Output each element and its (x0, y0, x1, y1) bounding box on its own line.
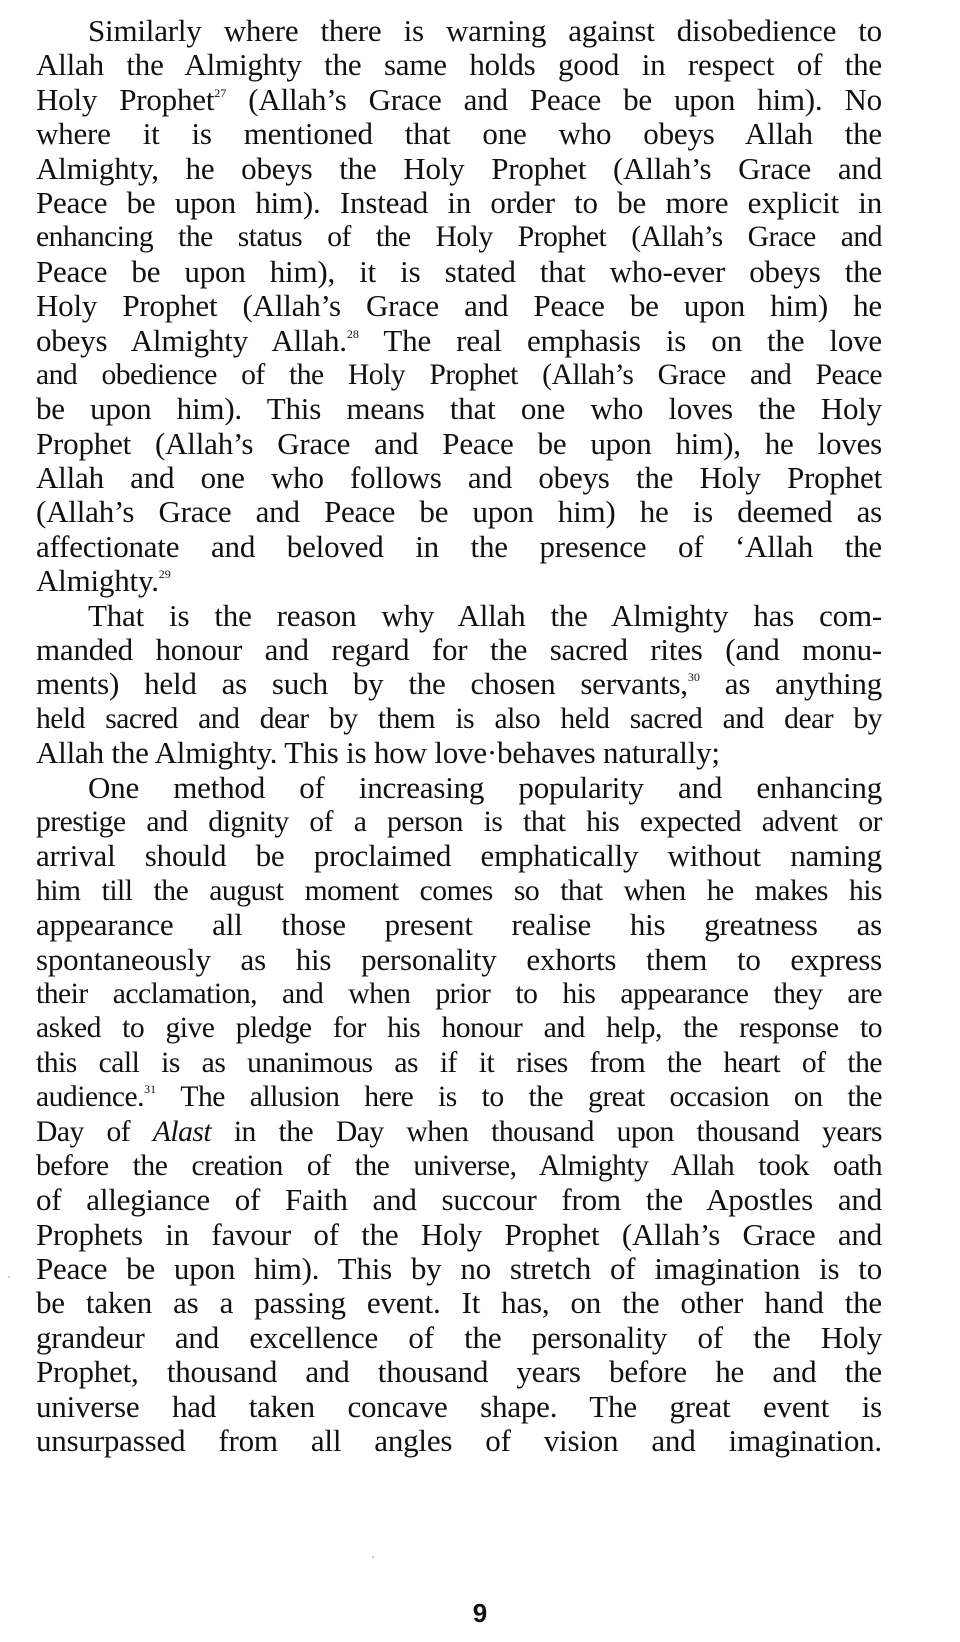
text-line: Peace be upon him). This by no stretch of imagination is to (36, 1251, 882, 1287)
text-line: affectionate and beloved in the presence of ‘Allah the (36, 528, 882, 564)
text-line: Holy Prophet (Allah’s Grace and Peace be upon him) he (36, 288, 882, 324)
text-line: arrival should be proclaimed emphatically without naming (36, 838, 882, 874)
text-run: Holy Prophet (36, 81, 215, 117)
text-line: Peace be upon him). Instead in order to be more explicit in (36, 184, 882, 220)
text-line: Peace be upon him), it is stated that who-ever obeys the (36, 253, 882, 289)
text-line: Almighty, he obeys the Holy Prophet (Allah’s Grace and (36, 150, 882, 186)
footnote-ref-30[interactable]: 30 (687, 670, 700, 685)
text-line: prestige and dignity of a person is that his expected advent or (36, 805, 882, 838)
italic-term-alast: Alast (152, 1115, 212, 1148)
footnote-ref-29[interactable]: 29 (158, 567, 171, 582)
text-run: as anything (699, 666, 882, 702)
page-number: 9 (472, 1598, 488, 1628)
text-line: Prophet, thousand and thousand years before he and the (36, 1354, 882, 1390)
text-line (36, 1115, 882, 1149)
text-line: Allah and one who follows and obeys the Holy Prophet (36, 460, 882, 496)
document-page (36, 14, 882, 1458)
text-line: him till the august moment comes so that when he makes his (36, 874, 882, 907)
text-line: where it is mentioned that one who obeys Allah the (36, 116, 882, 152)
text-run: obeys Almighty Allah. (36, 322, 347, 358)
text-line: One method of increasing popularity and enhancing (88, 769, 882, 805)
text-line: their acclamation, and when prior to his appearance they are (36, 977, 882, 1010)
text-line: (Allah’s Grace and Peace be upon him) he is deemed as (36, 494, 882, 530)
footnote-ref-31[interactable]: 31 (144, 1082, 157, 1097)
text-line (36, 667, 882, 701)
scan-speck (372, 1556, 374, 1558)
text-line: unsurpassed from all angles of vision and imagination. (36, 1423, 882, 1459)
text-run: The allusion here is to the great occasion on the (156, 1081, 882, 1114)
text-run: The real emphasis is on the love (358, 322, 882, 358)
text-line: manded honour and regard for the sacred rites (and monu- (36, 632, 882, 668)
text-line: appearance all those present realise his greatness as (36, 907, 882, 943)
text-line: enhancing the status of the Holy Prophet (Allah’s Grace and (36, 221, 882, 254)
scan-speck (8, 1276, 10, 1278)
text-line (36, 83, 882, 117)
paragraph-3 (36, 771, 882, 1459)
text-line: be upon him). This means that one who loves the Holy (36, 391, 882, 427)
text-line (36, 324, 882, 358)
text-line: grandeur and excellence of the personality of the Holy (36, 1319, 882, 1355)
paragraph-1 (36, 14, 882, 599)
text-line: held sacred and dear by them is also held sacred and dear by (36, 702, 882, 735)
footnote-ref-27[interactable]: 27 (214, 85, 227, 100)
text-run: (Allah’s Grace and Peace be upon him). No (226, 81, 882, 117)
text-line: That is the reason why Allah the Almighty has com- (88, 597, 882, 633)
paragraph-2 (36, 599, 882, 771)
text-line: this call is as unanimous as if it rises from the heart of the (36, 1046, 882, 1079)
text-line: asked to give pledge for his honour and help, the response to (36, 1012, 882, 1045)
text-line (36, 564, 882, 598)
text-line: before the creation of the universe, Almighty Allah took oath (36, 1149, 882, 1182)
text-run: ments) held as such by the chosen servants, (36, 666, 688, 702)
text-line: Prophet (Allah’s Grace and Peace be upon him), he loves (36, 425, 882, 461)
text-line: of allegiance of Faith and succour from the Apostles and (36, 1182, 882, 1218)
text-run: in the Day when thousand upon thousand years (211, 1115, 882, 1148)
text-line (36, 1080, 882, 1114)
text-line: Allah the Almighty the same holds good in respect of the (36, 47, 882, 83)
text-run: Day of (36, 1115, 153, 1148)
text-line: Allah the Almighty. This is how love·behaves naturally; (36, 735, 720, 771)
text-line: spontaneously as his personality exhorts them to express (36, 941, 882, 977)
text-line: universe had taken concave shape. The great event is (36, 1388, 882, 1424)
text-line: and obedience of the Holy Prophet (Allah’s Grace and Peace (36, 358, 882, 391)
footnote-ref-28[interactable]: 28 (346, 326, 359, 341)
text-run: audience. (36, 1081, 145, 1114)
text-run: Almighty. (36, 563, 159, 599)
text-line: Similarly where there is warning against disobedience to (88, 13, 882, 48)
text-line: Prophets in favour of the Holy Prophet (Allah’s Grace and (36, 1216, 882, 1252)
text-line: be taken as a passing event. It has, on the other hand the (36, 1285, 882, 1321)
